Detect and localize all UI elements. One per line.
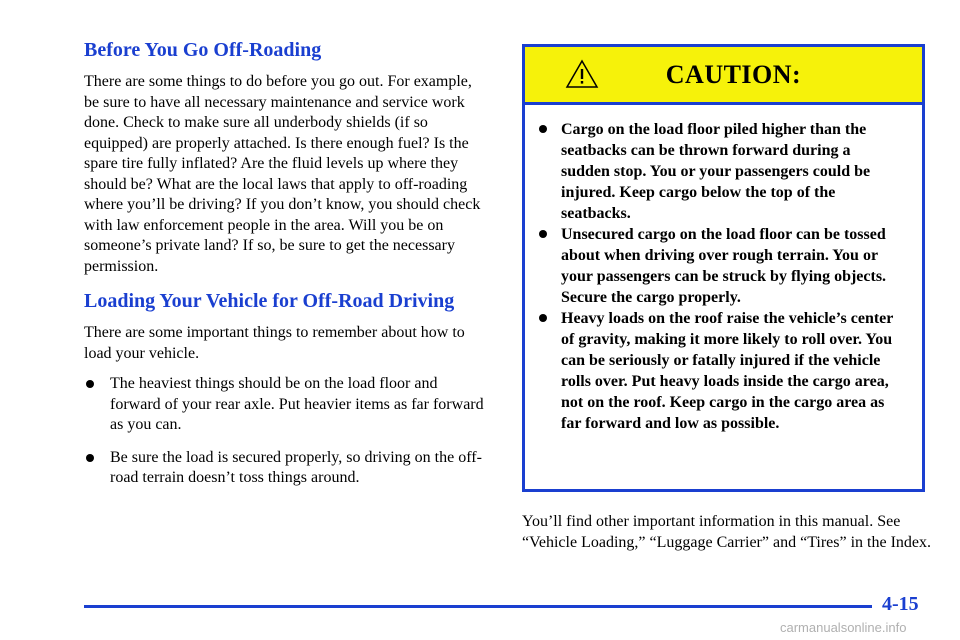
list-item-text: Heavy loads on the roof raise the vehicle’s center of gravity, making it more likely to roll over. You can be seriously or fatally injured if the vehicle rolls over. Put heavy loads inside the cargo area, not on the roof. Keep cargo in the cargo area as far forward and low as possible.	[561, 310, 894, 432]
caution-header	[525, 47, 922, 105]
bullet-icon	[86, 380, 94, 388]
warning-triangle-icon	[565, 59, 599, 89]
bullet-icon	[86, 454, 94, 462]
page-number: 4-15	[882, 593, 919, 615]
watermark: carmanualsonline.info	[780, 620, 907, 635]
list-item-text: Unsecured cargo on the load floor can be tossed about when driving over rough terrain. You or your passengers can be struck by flying objects. Secure the cargo properly.	[561, 226, 887, 306]
paragraph-loading-intro: There are some important things to remember about how to load your vehicle.	[84, 324, 465, 362]
list-item	[84, 448, 490, 489]
list-item	[537, 224, 898, 308]
loading-bullet-list	[84, 374, 490, 489]
section-heading-loading-vehicle: Loading Your Vehicle for Off-Road Driving	[84, 290, 455, 312]
list-item	[537, 308, 898, 434]
section-heading-before-offroading: Before You Go Off-Roading	[84, 39, 322, 61]
caution-title: CAUTION:	[665, 59, 802, 89]
left-column	[84, 36, 490, 501]
bullet-icon	[539, 230, 547, 238]
list-item-text: Be sure the load is secured properly, so driving on the off-road terrain doesn’t toss things around.	[110, 448, 482, 486]
list-item	[84, 374, 490, 436]
list-item	[537, 119, 898, 224]
paragraph-before-offroading: There are some things to do before you go out. For example, be sure to have all necessary maintenance and service work done. Check to make sure all underbody shields (if so equipped) are properly attached. Is there enough fuel? Is the spare tire fully inflated? Are the fluid levels up where they should be? What are the local laws that apply to off-roading where you’ll be driving? If you don’t know, you should check with law enforcement people in the area. Will you be on someone’s private land? If so, be sure to get the necessary permission.	[84, 73, 481, 275]
closing-paragraph: You’ll find other important information in this manual. See “Vehicle Loading,” “Luggage Carrier” and “Tires” in the Index.	[522, 513, 932, 551]
bullet-icon	[539, 125, 547, 133]
footer-divider	[84, 605, 872, 608]
bullet-icon	[539, 314, 547, 322]
caution-bullet-list	[525, 119, 922, 434]
caution-box	[522, 44, 925, 492]
list-item-text: Cargo on the load floor piled higher than the seatbacks can be thrown forward during a sudden stop. You or your passengers could be injured. Keep cargo below the top of the seatbacks.	[561, 121, 871, 222]
list-item-text: The heaviest things should be on the load floor and forward of your rear axle. Put heavier items as far forward as you can.	[110, 375, 484, 433]
